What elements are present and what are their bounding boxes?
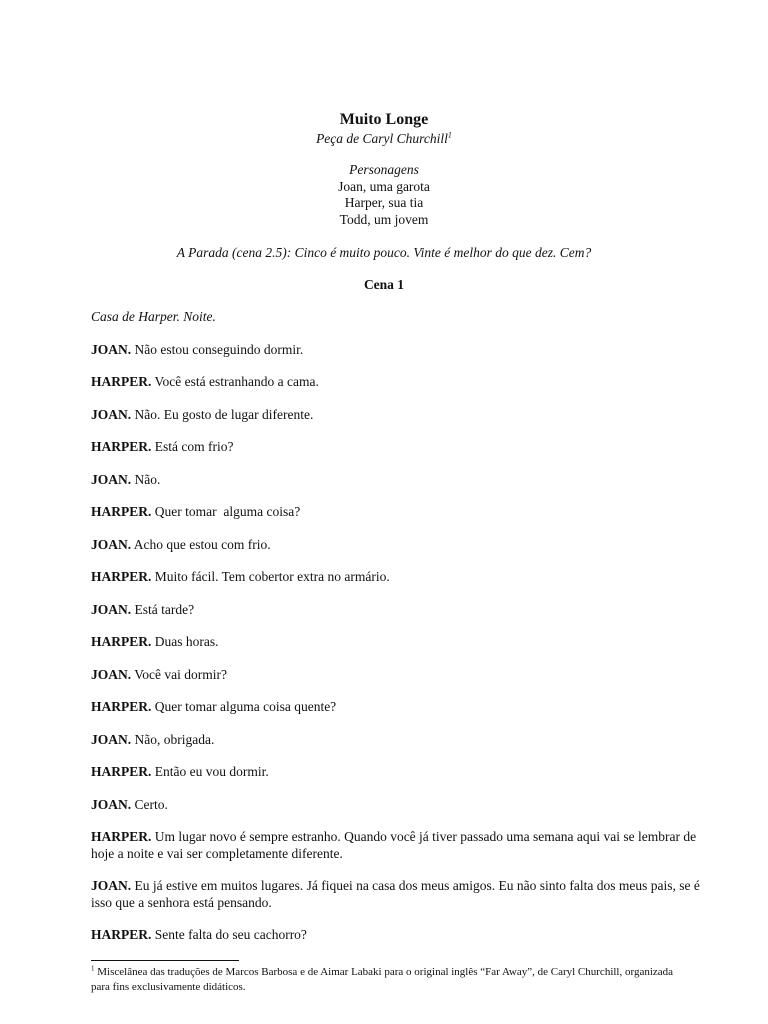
dialogue-text: Não, obrigada. bbox=[134, 731, 215, 747]
dialogue-text: Você vai dormir? bbox=[134, 666, 227, 682]
dialogue-text: Duas horas. bbox=[154, 634, 219, 649]
footnote-text: Miscelânea das traduções de Marcos Barbosa e de Aimar Labaki para o original inglês “Far Away”, de Caryl Churchill, organizada para fins exclusivamente didáticos. bbox=[91, 966, 674, 993]
speaker-name: JOAN. bbox=[91, 341, 132, 357]
speaker-name: JOAN. bbox=[91, 536, 132, 552]
cast-heading: Personagens bbox=[349, 162, 419, 177]
dialogue-line bbox=[91, 374, 711, 391]
cast-member: Harper, sua tia bbox=[344, 195, 424, 210]
dialogue-text: Não estou conseguindo dormir. bbox=[134, 341, 304, 357]
speaker-name: HARPER. bbox=[91, 504, 152, 519]
speaker-name: HARPER. bbox=[91, 634, 152, 649]
dialogue-text: Certo. bbox=[134, 796, 168, 812]
speaker-name: JOAN. bbox=[91, 601, 132, 617]
footnote bbox=[91, 965, 691, 995]
subtitle-text: Peça de Caryl Churchill bbox=[316, 131, 448, 146]
dialogue-text: Acho que estou com frio. bbox=[133, 536, 271, 552]
play-subtitle bbox=[0, 130, 768, 148]
dialogue-line bbox=[91, 732, 711, 749]
footnote-divider bbox=[91, 960, 239, 961]
dialogue-text: Eu já estive em muitos lugares. Já fiquei na casa dos meus amigos. Eu não sinto falta dos meus pais, se é isso que a senhora está pensando. bbox=[91, 878, 700, 910]
speaker-name: HARPER. bbox=[91, 927, 152, 942]
play-title bbox=[0, 110, 768, 130]
scene-heading: Cena 1 bbox=[363, 277, 405, 292]
dialogue-text: Muito fácil. Tem cobertor extra no armário. bbox=[154, 569, 390, 584]
dialogue-line bbox=[91, 439, 711, 456]
dialogue-line bbox=[91, 667, 711, 684]
dialogue-text: Um lugar novo é sempre estranho. Quando você já tiver passado uma semana aqui vai se lembrar de hoje a noite e vai ser completamente diferente. bbox=[91, 829, 697, 861]
cast-member: Todd, um jovem bbox=[339, 211, 429, 227]
speaker-name: JOAN. bbox=[91, 666, 132, 682]
dialogue-line bbox=[91, 472, 711, 489]
dialogue-text: Quer tomar alguma coisa? bbox=[154, 504, 301, 519]
dialogue-line bbox=[91, 634, 711, 651]
dialogue-text: Você está estranhando a cama. bbox=[154, 374, 319, 389]
dialogue-text: Não. Eu gosto de lugar diferente. bbox=[134, 406, 314, 422]
dialogue-text: Então eu vou dormir. bbox=[154, 764, 269, 779]
stage-direction: Casa de Harper. Noite. bbox=[91, 309, 216, 324]
speaker-name: HARPER. bbox=[91, 829, 152, 844]
speaker-name: JOAN. bbox=[91, 471, 132, 487]
title-text: Muito Longe bbox=[339, 111, 429, 128]
footnote-reference: 1 bbox=[447, 130, 452, 140]
dialogue-text: Não. bbox=[134, 471, 161, 487]
dialogue-text: Quer tomar alguma coisa quente? bbox=[154, 699, 337, 714]
speaker-name: HARPER. bbox=[91, 569, 152, 584]
dialogue-line bbox=[91, 342, 711, 359]
dialogue-line bbox=[91, 602, 711, 619]
dialogue-text: Está tarde? bbox=[134, 601, 195, 617]
speaker-name: HARPER. bbox=[91, 764, 152, 779]
speaker-name: HARPER. bbox=[91, 699, 152, 714]
dialogue-line bbox=[91, 407, 711, 424]
speaker-name: HARPER. bbox=[91, 374, 152, 389]
dialogue-line bbox=[91, 537, 711, 554]
footnote-marker: 1 bbox=[91, 964, 95, 973]
dialogue-line bbox=[91, 797, 711, 814]
dialogue-text: Sente falta do seu cachorro? bbox=[154, 927, 307, 942]
dialogue-line bbox=[91, 927, 711, 944]
epigraph: A Parada (cena 2.5): Cinco é muito pouco. Vinte é melhor do que dez. Cem? bbox=[176, 245, 592, 260]
dialogue-line bbox=[91, 569, 711, 586]
speaker-name: JOAN. bbox=[91, 406, 132, 422]
dialogue-line bbox=[91, 878, 711, 911]
dialogue-line bbox=[91, 699, 711, 716]
speaker-name: JOAN. bbox=[91, 796, 132, 812]
cast-member: Joan, uma garota bbox=[338, 178, 430, 194]
speaker-name: HARPER. bbox=[91, 439, 152, 454]
dialogue-line bbox=[91, 504, 711, 521]
dialogue-text: Está com frio? bbox=[154, 439, 234, 454]
cast-list bbox=[0, 162, 768, 228]
dialogue-line bbox=[91, 764, 711, 781]
speaker-name: JOAN. bbox=[91, 878, 132, 893]
speaker-name: JOAN. bbox=[91, 731, 132, 747]
dialogue-line bbox=[91, 829, 711, 862]
scene-body bbox=[91, 309, 711, 960]
